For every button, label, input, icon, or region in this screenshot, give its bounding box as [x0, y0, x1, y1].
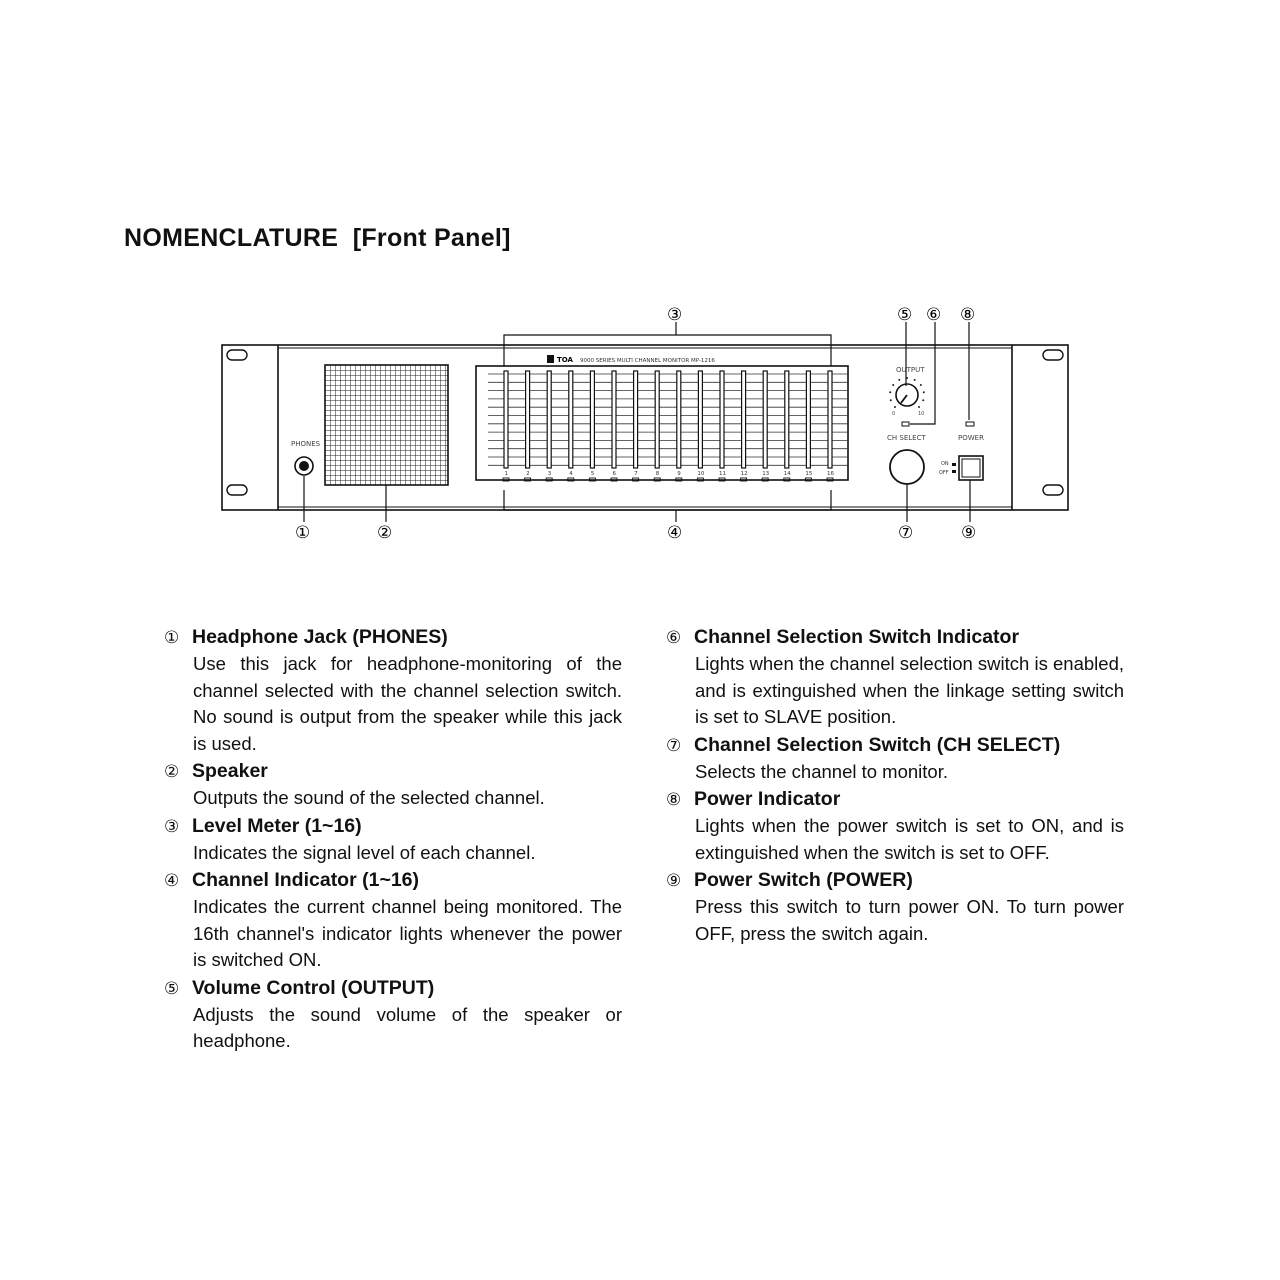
- channel-number: 12: [740, 471, 748, 477]
- knob-scale-dot: [889, 391, 891, 393]
- item-number: ⑤: [164, 978, 180, 999]
- item-description: Selects the channel to monitor.: [695, 760, 948, 782]
- callout-1: ①: [295, 523, 311, 543]
- level-meter-bar: [634, 371, 638, 468]
- level-meter-bar: [526, 371, 530, 468]
- item-description: Lights when the power switch is set to ON, and is extinguished when the switch is set to OFF.: [695, 815, 1124, 863]
- svg-text:0: 0: [892, 411, 896, 417]
- brand-logo: [547, 355, 715, 364]
- level-meter-bar: [655, 371, 659, 468]
- item-description: Adjusts the sound volume of the speaker or headphone.: [193, 1003, 622, 1051]
- knob-scale-dot: [894, 406, 896, 408]
- item-description: Lights when the channel selection switch is enabled, and is extinguished when the linkage setting switch is set to SLAVE position.: [695, 653, 1124, 727]
- item-title: Channel Selection Switch Indicator: [694, 626, 1020, 648]
- channel-number: 13: [762, 471, 770, 477]
- item-title: Level Meter (1~16): [192, 814, 362, 837]
- item-volume-control: [164, 975, 624, 1055]
- knob-scale-dot: [892, 384, 894, 386]
- level-meter-bar: [763, 371, 767, 468]
- output-label: OUTPUT: [896, 366, 925, 374]
- channel-number: 15: [805, 471, 813, 477]
- item-power-switch: [666, 867, 1126, 947]
- power-switch[interactable]: [939, 456, 983, 480]
- callout-6: ⑥: [926, 305, 942, 325]
- callout-2: ②: [377, 523, 393, 543]
- channel-number: 9: [677, 471, 681, 477]
- level-meter-bar: [677, 371, 681, 468]
- item-title: Volume Control (OUTPUT): [192, 976, 435, 999]
- item-channel-indicator: [164, 867, 624, 974]
- item-number: ①: [164, 628, 180, 648]
- page-title: NOMENCLATURE [Front Panel]: [124, 224, 511, 252]
- knob-scale-dot: [898, 379, 900, 381]
- item-headphone-jack: [164, 624, 624, 757]
- ch-select-switch[interactable]: [890, 450, 924, 484]
- channel-number: 14: [783, 471, 791, 477]
- channel-number: 4: [569, 471, 573, 477]
- knob-scale-dot: [922, 399, 924, 401]
- channel-number: 8: [655, 471, 660, 477]
- callout-3: ③: [667, 305, 683, 325]
- knob-scale-dot: [920, 384, 922, 386]
- power-label: POWER: [958, 434, 984, 442]
- item-title: Speaker: [192, 760, 268, 782]
- level-meter-bar: [547, 371, 551, 468]
- level-meter-bar: [742, 371, 746, 468]
- callout-4: ④: [667, 523, 683, 543]
- level-meter-bar: [698, 371, 702, 468]
- item-description: Press this switch to turn power ON. To turn power OFF, press the switch again.: [695, 896, 1124, 944]
- item-description: Outputs the sound of the selected channel.: [193, 787, 545, 808]
- channel-number: 1: [504, 471, 508, 477]
- item-title: Power Indicator: [694, 788, 841, 810]
- callout-9: ⑨: [961, 523, 977, 543]
- item-description: Indicates the signal level of each channel.: [193, 841, 536, 863]
- speaker-grill: [325, 365, 448, 485]
- level-meter-bar: [590, 371, 594, 468]
- item-title: Power Switch (POWER): [694, 869, 913, 891]
- ch-select-indicator: [902, 422, 909, 426]
- level-meter-bar: [569, 371, 573, 468]
- level-meter-panel: [476, 355, 848, 481]
- channel-number: 10: [697, 471, 705, 477]
- level-meter-bar: [785, 371, 789, 468]
- item-ch-select-switch: [666, 732, 1126, 786]
- level-meter-bar: [828, 371, 832, 468]
- knob-scale-dot: [890, 399, 892, 401]
- knob-scale-dot: [914, 379, 916, 381]
- headphone-jack[interactable]: [291, 440, 321, 475]
- channel-number: 3: [547, 471, 552, 477]
- ch-select-label: CH SELECT: [887, 434, 926, 442]
- description-column-right: [666, 624, 1126, 948]
- item-description: Use this jack for headphone-monitoring of the channel selected with the channel selection switch. No sound is output from the speaker while this jack is used.: [193, 653, 622, 754]
- item-title: Channel Selection Switch (CH SELECT): [694, 733, 1061, 756]
- item-description: Indicates the current channel being monitored. The 16th channel's indicator lights whenever the power is switched ON.: [193, 896, 622, 970]
- item-power-indicator: [666, 786, 1126, 866]
- item-number: ②: [164, 762, 180, 782]
- item-number: ③: [164, 816, 180, 837]
- item-speaker: [164, 758, 624, 812]
- callout-5: ⑤: [897, 305, 913, 325]
- callout-8: ⑧: [960, 305, 976, 325]
- channel-number: 6: [612, 471, 616, 477]
- channel-number: 16: [827, 471, 834, 477]
- callout-7: ⑦: [898, 523, 914, 543]
- brand-text: TOA: [557, 356, 573, 364]
- item-number: ⑧: [666, 790, 682, 810]
- item-number: ④: [164, 871, 180, 891]
- description-column-left: [164, 624, 624, 1056]
- channel-number: 7: [634, 471, 638, 477]
- switch-on-label: ON: [941, 461, 949, 467]
- knob-scale-dot: [923, 391, 925, 393]
- channel-number: 11: [719, 471, 726, 477]
- channel-number: 2: [526, 471, 530, 477]
- level-meter-bar: [612, 371, 616, 468]
- item-number: ⑨: [666, 871, 682, 891]
- power-indicator: [966, 422, 974, 426]
- level-meter-bar: [806, 371, 810, 468]
- item-number: ⑦: [666, 735, 682, 756]
- svg-text:10: 10: [918, 411, 925, 417]
- switch-off-label: OFF: [939, 470, 949, 476]
- level-meter-bar: [720, 371, 724, 468]
- item-ch-select-indicator: [666, 624, 1126, 731]
- channel-number: 5: [590, 471, 595, 477]
- item-level-meter: [164, 813, 624, 867]
- item-title: Channel Indicator (1~16): [192, 869, 420, 891]
- knob-scale-dot: [918, 406, 920, 408]
- jack-label: PHONES: [291, 440, 321, 448]
- item-title: Headphone Jack (PHONES): [192, 626, 448, 648]
- level-meter-bar: [504, 371, 508, 468]
- item-number: ⑥: [666, 628, 682, 648]
- model-text: 9000 SERIES MULTI CHANNEL MONITOR MP-1216: [580, 358, 715, 364]
- volume-control[interactable]: [889, 366, 925, 417]
